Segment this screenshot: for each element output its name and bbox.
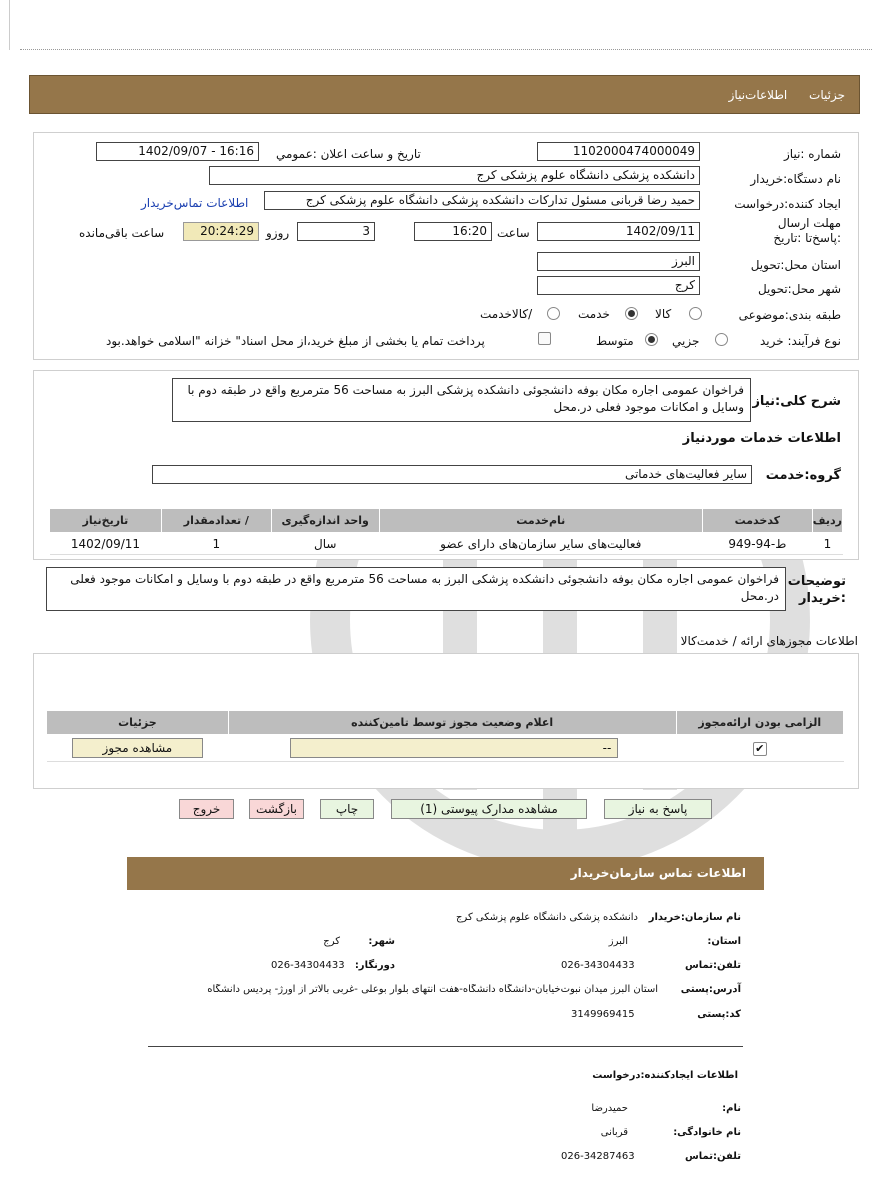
cell-row: 1 [812, 533, 842, 555]
contact-title: اطلاعات تماس سازمان‌خریدار [570, 866, 746, 880]
payment-note: پرداخت تمام یا بخشی از مبلغ خرید،از محل اسناد" خزانه "اسلامی خواهد.بود [106, 334, 485, 348]
service-group-label: گروه:خدمت [765, 468, 841, 483]
buyer-contact-link[interactable]: اطلاعات تماس‌خریدار [141, 196, 249, 210]
contact-address-label: آدرس:پستی [680, 984, 741, 995]
creator-phone-label: تلفن:تماس [684, 1151, 741, 1162]
cell-permit-status [228, 735, 676, 762]
remaining-time-field: 20:24:29 [183, 222, 259, 241]
creator-name-value: حمیدرضا [591, 1103, 628, 1114]
buyer-org-label: نام دستگاه:خریدار [750, 172, 841, 186]
creator-name-label: نام: [722, 1103, 741, 1114]
cell-permit-required [676, 735, 843, 762]
contact-postal-value: 3149969415 [571, 1009, 635, 1020]
tab-details[interactable]: جزئیات [809, 88, 845, 102]
cell-date: 1402/09/11 [50, 533, 162, 555]
process-option-medium: متوسط [596, 334, 634, 348]
deadline-time-field: 16:20 [414, 222, 492, 241]
contact-address-value: استان البرز میدان نبوت‌خیابان-دانشگاه دانشگاه-هفت انتهای بلوار بوعلی -غربی بالاتر از اورژ- پردیس دانشگاه [207, 984, 658, 995]
deadline-time-label: ساعت [497, 226, 530, 240]
process-label: نوع فرآیند: خرید [760, 334, 841, 348]
process-option-minor: جزيي [672, 334, 700, 348]
deadline-date-field: 1402/09/11 [537, 222, 700, 241]
creator-family-value: قربانی [600, 1127, 628, 1138]
creator-label: ایجاد کننده:درخواست [734, 197, 841, 211]
view-permit-button[interactable]: مشاهده مجوز [72, 738, 203, 758]
col-permit-details: جزئیات [47, 711, 229, 735]
exit-button[interactable]: خروج [179, 799, 234, 819]
days-label: روزو [266, 226, 290, 240]
need-number-label: شماره :نیاز [784, 147, 841, 161]
process-radio-minor[interactable] [715, 333, 728, 346]
col-permit-required: الزامی بودن ارائه‌مجوز [676, 711, 843, 735]
contact-fax-label: دورنگار: [354, 960, 395, 971]
category-label: طبقه بندی:موضوعی [738, 308, 841, 322]
print-button[interactable]: چاپ [320, 799, 374, 819]
need-number-field: 1102000474000049 [537, 142, 700, 161]
description-label: شرح کلی:نیاز [752, 394, 841, 409]
contact-city-label: شهر: [368, 936, 395, 947]
col-row: ردیف [812, 509, 842, 533]
remaining-label: ساعت باقی‌مانده [79, 226, 165, 240]
creator-family-label: نام خانوادگی: [673, 1127, 741, 1138]
city-label: شهر محل:تحویل [757, 282, 841, 296]
contact-phone-value: 026-34304433 [561, 960, 635, 971]
category-option-both: /کالاخدمت [480, 307, 533, 321]
buyer-org-field: دانشکده پزشکی دانشگاه علوم پزشکی کرج [209, 166, 700, 185]
service-group-field: سایر فعالیت‌های خدماتی [152, 465, 752, 484]
deadline-label: مهلت ارسال :پاسخ‌تا :تاریخ [773, 216, 841, 245]
left-rule [9, 0, 10, 50]
category-option-service: خدمت [578, 307, 610, 321]
reply-button[interactable]: پاسخ به نیاز [604, 799, 712, 819]
contact-city-value: کرج [323, 936, 340, 947]
permits-title: اطلاعات مجوزهای ارائه / خدمت‌کالا [680, 634, 858, 648]
col-code: کدخدمت [702, 509, 812, 533]
contact-divider [148, 1046, 743, 1047]
back-button[interactable]: بازگشت [249, 799, 304, 819]
col-unit: واحد اندازه‌گیری [271, 509, 379, 533]
cell-code: ط-94-949 [702, 533, 812, 555]
buyer-notes-label: توضیحات :خریدار [787, 574, 846, 606]
col-permit-status: اعلام وضعیت مجوز توسط تامین‌کننده [228, 711, 676, 735]
announce-label: تاریخ و ساعت اعلان :عمومي [276, 147, 421, 161]
services-title: اطلاعات خدمات موردنیاز [682, 431, 841, 446]
services-table [49, 508, 843, 555]
creator-phone-value: 026-34287463 [561, 1151, 635, 1162]
process-radio-medium[interactable] [645, 333, 658, 346]
contact-fax-value: 026-34304433 [271, 960, 345, 971]
table-row [50, 533, 843, 555]
contact-postal-label: کد:پستی [697, 1009, 741, 1020]
creator-info-title: اطلاعات ایجادکننده:درخواست [592, 1070, 738, 1081]
table-row [47, 735, 844, 762]
buyer-notes-field: فراخوان عمومی اجاره مکان بوفه دانشجوئی دانشکده پزشکی البرز به مساحت 56 مترمربع واقع در طبقه دوم با وسایل و امکانات موجود فعلی در.محل [46, 567, 786, 611]
days-field: 3 [297, 222, 375, 241]
attachments-button[interactable]: مشاهده مدارک پیوستی (1) [391, 799, 587, 819]
contact-province-value: البرز [608, 936, 628, 947]
org-value: دانشکده پزشکی دانشگاه علوم پزشکی کرج [455, 912, 638, 923]
description-field: فراخوان عمومی اجاره مکان بوفه دانشجوئی دانشکده پزشکی البرز به مساحت 56 مترمربع واقع در طبقه دوم با وسایل و امکانات موجود فعلی در.محل [172, 378, 751, 422]
province-label: استان محل:تحویل [750, 258, 841, 272]
permits-table-header [47, 711, 844, 735]
category-radio-goods[interactable] [689, 307, 702, 320]
tab-need-info[interactable]: اطلاعات‌نیاز [728, 88, 788, 102]
cell-permit-details [47, 735, 229, 762]
city-field: کرج [537, 276, 700, 295]
contact-phone-label: تلفن:تماس [684, 960, 741, 971]
top-divider [20, 49, 872, 50]
permit-status-field: -- [290, 738, 618, 758]
creator-field: حمید رضا قربانی مسئول تدارکات دانشکده پزشکی دانشگاه علوم پزشکی کرج [264, 191, 700, 210]
permit-required-checkbox[interactable]: ✔ [753, 742, 767, 756]
cell-qty: 1 [161, 533, 271, 555]
cell-name: فعالیت‌های سایر سازمان‌های دارای عضو [379, 533, 702, 555]
contact-province-label: استان: [707, 936, 741, 947]
col-qty: / تعدادمقدار [161, 509, 271, 533]
category-radio-both[interactable] [547, 307, 560, 320]
category-option-goods: کالا [655, 307, 672, 321]
permits-table [46, 710, 844, 762]
announce-field: 1402/09/07 - 16:16 [96, 142, 259, 161]
province-field: البرز [537, 252, 700, 271]
treasury-checkbox[interactable] [538, 332, 551, 345]
category-radio-service[interactable] [625, 307, 638, 320]
col-name: نام‌خدمت [379, 509, 702, 533]
cell-unit: سال [271, 533, 379, 555]
header-bar [29, 75, 860, 114]
org-label: نام سازمان:خریدار [648, 912, 741, 923]
contact-header [127, 857, 764, 890]
col-date: تاریخ‌نیاز [50, 509, 162, 533]
services-table-header [50, 509, 843, 533]
